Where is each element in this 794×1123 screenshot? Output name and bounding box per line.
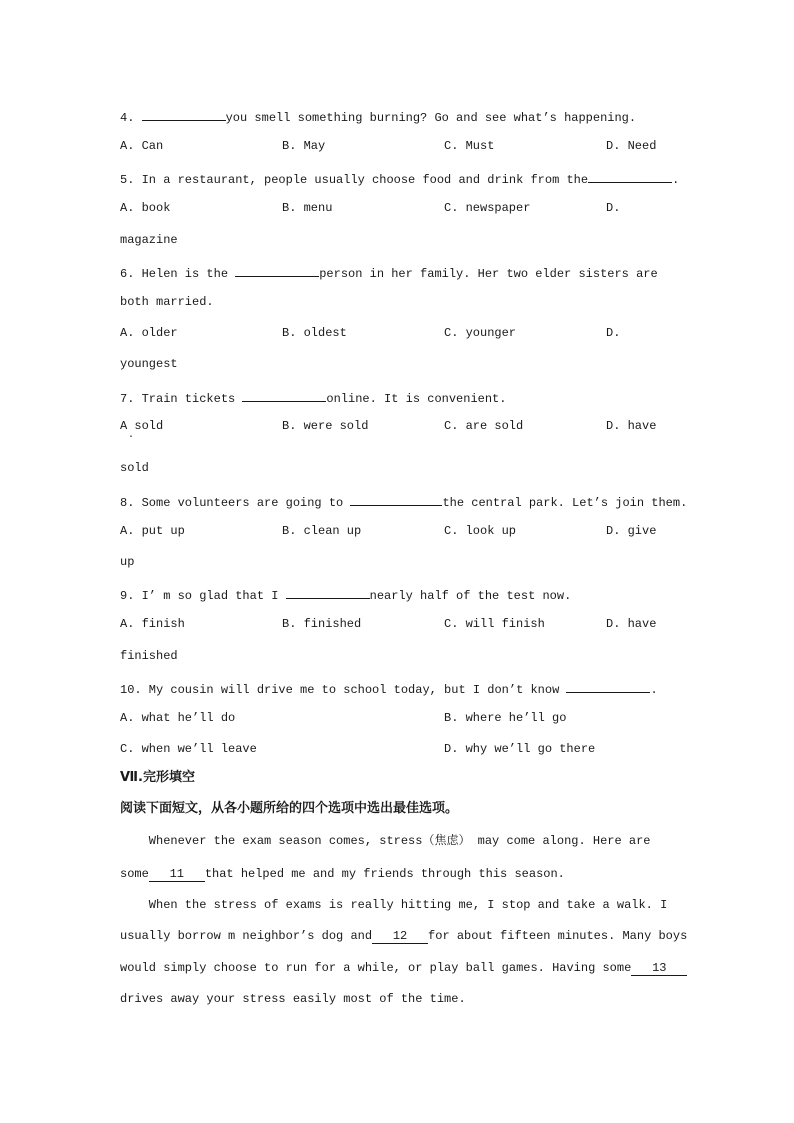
answer-blank[interactable] <box>242 388 326 402</box>
option-c: C. newspaper <box>444 201 531 215</box>
answer-blank[interactable] <box>286 585 370 599</box>
question-10: 10. My cousin will drive me to school today, but I don’t know . <box>120 679 658 698</box>
passage-line: When the stress of exams is really hitting me, I stop and take a walk. I <box>120 898 668 912</box>
answer-blank[interactable] <box>235 263 319 277</box>
question-6-line2: both married. <box>120 295 214 309</box>
passage-line: Whenever the exam season comes, stress（焦虑） may come along. Here are <box>120 834 651 848</box>
question-4: 4. you smell something burning? Go and see what’s happening. <box>120 107 636 126</box>
option-d-wrap: sold <box>120 461 149 475</box>
option-a: A. book <box>120 201 171 215</box>
option-c: C. when we’ll leave <box>120 742 257 756</box>
option-d: D. have <box>606 617 657 631</box>
option-d: D. why we’ll go there <box>444 742 596 756</box>
question-5: 5. In a restaurant, people usually choose food and drink from the . <box>120 169 679 188</box>
option-b: B. clean up <box>282 524 362 538</box>
option-c: C. are sold <box>444 419 524 433</box>
passage-line: some 11 that helped me and my friends through this season. <box>120 867 565 881</box>
option-d-wrap: finished <box>120 649 178 663</box>
stray-dot: · <box>128 432 135 443</box>
option-b: B. were sold <box>282 419 369 433</box>
option-c: C. younger <box>444 326 517 340</box>
cloze-blank-13[interactable]: 13 <box>631 961 687 976</box>
option-d: D. Need <box>606 139 657 153</box>
cloze-blank-12[interactable]: 12 <box>372 929 428 944</box>
answer-blank[interactable] <box>566 679 650 693</box>
option-d-wrap: youngest <box>120 357 178 371</box>
option-b: B. where he’ll go <box>444 711 567 725</box>
option-b: B. oldest <box>282 326 347 340</box>
passage-line: usually borrow m neighbor’s dog and 12 for about fifteen minutes. Many boys <box>120 929 688 943</box>
passage-line: drives away your stress easily most of the time. <box>120 992 466 1006</box>
option-c: C. look up <box>444 524 517 538</box>
answer-blank[interactable] <box>588 169 672 183</box>
section-instruction: 阅读下面短文，从各小题所给的四个选项中选出最佳选项。 <box>120 801 459 816</box>
option-a: A. older <box>120 326 178 340</box>
option-d-wrap: up <box>120 555 135 569</box>
option-a: A. put up <box>120 524 185 538</box>
option-b: B. finished <box>282 617 362 631</box>
option-a: A. Can <box>120 139 164 153</box>
section-title: Ⅶ.完形填空 <box>120 770 195 785</box>
option-d-wrap: magazine <box>120 233 178 247</box>
answer-blank[interactable] <box>142 107 226 121</box>
option-d: D. have <box>606 419 657 433</box>
passage-line: would simply choose to run for a while, or play ball games. Having some 13 <box>120 960 687 976</box>
option-a: A. finish <box>120 617 185 631</box>
question-6: 6. Helen is the person in her family. Her two elder sisters are <box>120 263 658 282</box>
option-d: D. <box>606 201 621 215</box>
option-a: A. what he’ll do <box>120 711 236 725</box>
option-a: A sold <box>120 419 164 433</box>
option-b: B. menu <box>282 201 333 215</box>
cloze-blank-11[interactable]: 11 <box>149 867 205 882</box>
question-7: 7. Train tickets online. It is convenient. <box>120 388 506 407</box>
answer-blank[interactable] <box>350 492 442 506</box>
option-c: C. Must <box>444 139 495 153</box>
option-d: D. <box>606 326 621 340</box>
option-d: D. give <box>606 524 657 538</box>
option-b: B. May <box>282 139 326 153</box>
question-9: 9. I’ m so glad that I nearly half of the test now. <box>120 585 571 604</box>
question-8: 8. Some volunteers are going to the central park. Let’s join them. <box>120 492 687 511</box>
option-c: C. will finish <box>444 617 545 631</box>
